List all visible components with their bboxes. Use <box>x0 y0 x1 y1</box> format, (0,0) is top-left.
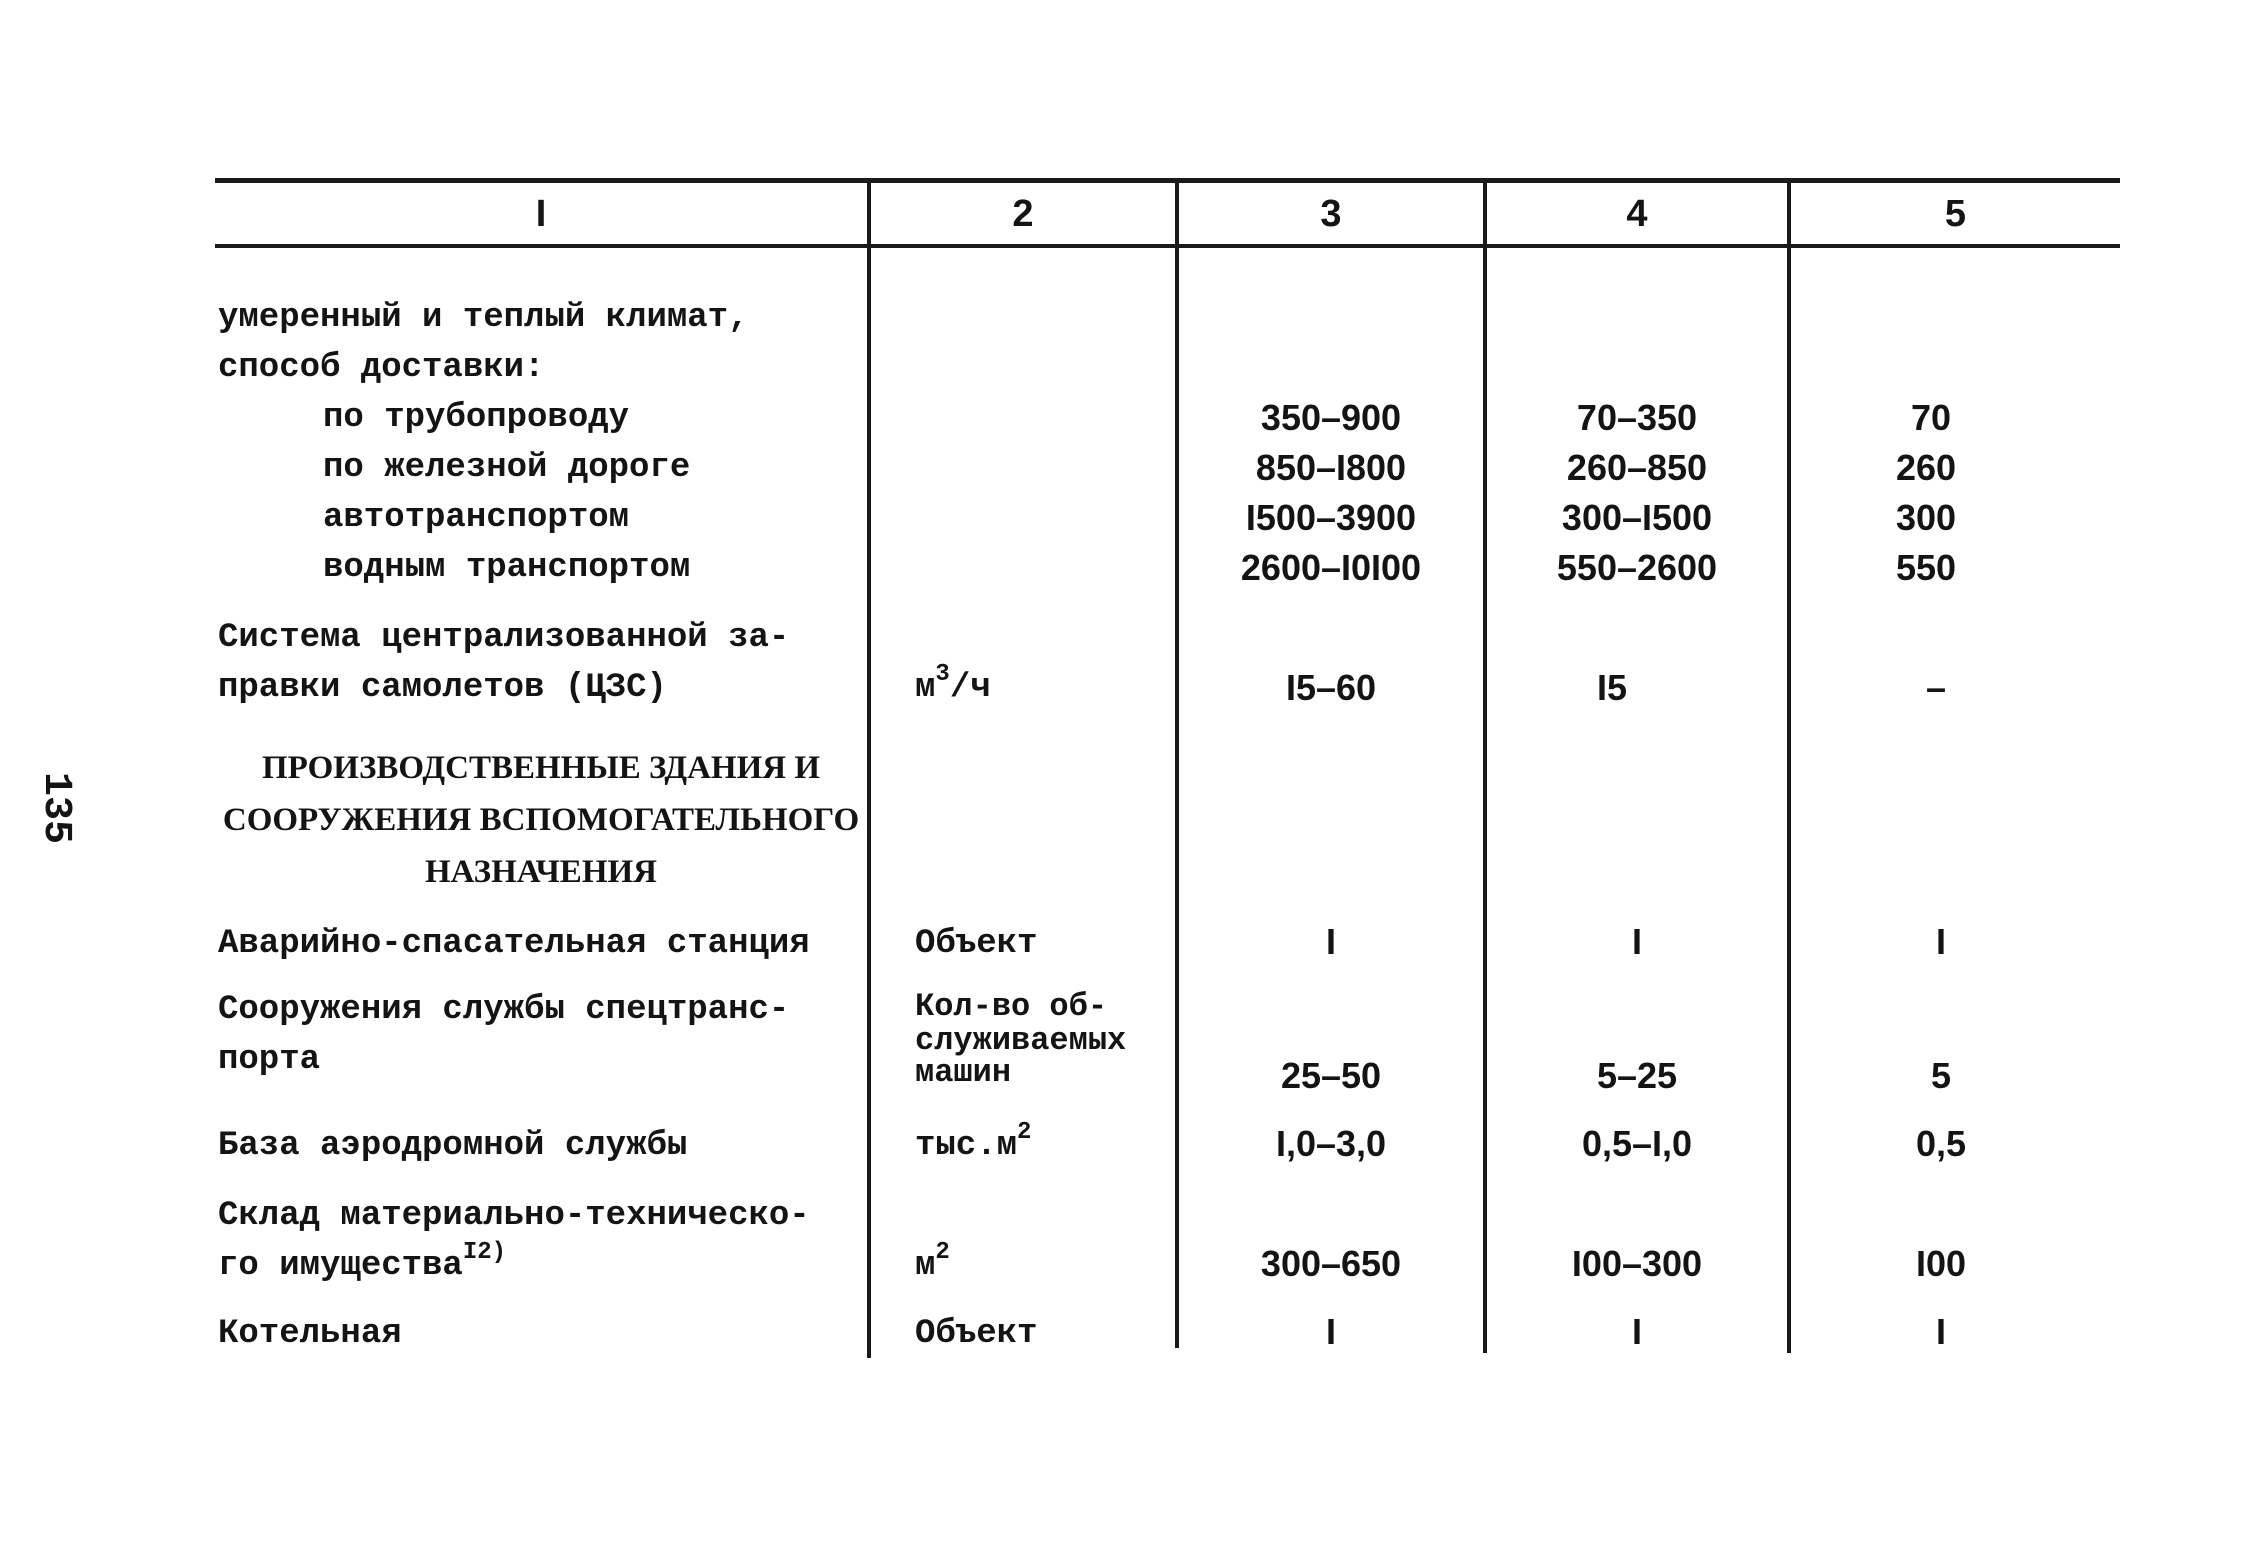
row-boiler-c3: I <box>1325 1311 1336 1352</box>
row-boiler-c5: I <box>1935 1311 1946 1352</box>
norms-table <box>215 178 2120 1363</box>
row-water-c4: 550–2600 <box>1556 547 1718 588</box>
row-rescue-label: Аварийно-спасательная станция <box>218 925 810 963</box>
row-railway-c3: 850–I800 <box>1255 447 1407 488</box>
row-transport-label-2: порта <box>218 1041 321 1079</box>
row-water-c5: 550 <box>1895 547 1957 588</box>
row-transport-c3: 25–50 <box>1280 1055 1382 1096</box>
header-col-4: 4 <box>1626 193 1648 235</box>
section-heading-line-2: СООРУЖЕНИЯ ВСПОМОГАТЕЛЬНОГО <box>222 802 860 838</box>
column-divider-4 <box>1787 178 1791 1353</box>
section-heading-line-1: ПРОИЗВОДСТВЕННЫЕ ЗДАНИЯ И <box>261 750 821 786</box>
row-warehouse-label-1: Склад материально-техническо- <box>218 1197 810 1235</box>
table-top-rule <box>215 178 2120 183</box>
row-delivery-label: способ доставки: <box>218 349 545 387</box>
row-warehouse-c5: I00 <box>1915 1243 1967 1284</box>
row-railway-label: по железной дороге <box>323 449 691 487</box>
row-motor-c4: 300–I500 <box>1561 497 1713 538</box>
row-pipeline-label: по трубопроводу <box>323 399 630 437</box>
row-aerodrome-c3: I,0–3,0 <box>1275 1123 1387 1164</box>
row-aerodrome-unit: $тыс.м^2$ <box>915 1119 1032 1165</box>
row-cfs-unit: $м^3/ч$ <box>915 661 991 707</box>
row-motor-c5: 300 <box>1895 497 1957 538</box>
row-cfs-c4: I5 <box>1596 667 1628 708</box>
row-climate-label: умеренный и теплый климат, <box>218 299 749 337</box>
row-railway-c5: 260 <box>1895 447 1957 488</box>
row-rescue-c4: I <box>1631 921 1642 962</box>
page-number: 135 <box>33 772 78 845</box>
header-col-1: I <box>535 193 547 235</box>
column-divider-3 <box>1483 178 1487 1353</box>
header-col-5: 5 <box>1944 193 1967 235</box>
row-boiler-label: Котельная <box>218 1315 402 1353</box>
section-heading-line-3: НАЗНАЧЕНИЯ <box>425 854 657 890</box>
row-aerodrome-c4: 0,5–I,0 <box>1581 1123 1693 1164</box>
row-warehouse-c4: I00–300 <box>1571 1243 1703 1284</box>
row-cfs-label-1: Система централизованной за- <box>218 619 790 657</box>
row-transport-unit-3: машин <box>915 1054 1012 1091</box>
row-water-c3: 2600–I0I00 <box>1240 547 1422 588</box>
row-pipeline-c3: 350–900 <box>1260 397 1402 438</box>
row-water-label: водным транспортом <box>323 549 691 587</box>
row-motor-label: автотранспортом <box>323 499 630 537</box>
header-col-2: 2 <box>1012 193 1034 235</box>
row-aerodrome-c5: 0,5 <box>1915 1123 1967 1164</box>
row-motor-c3: I500–3900 <box>1245 497 1417 538</box>
row-transport-c5: 5 <box>1930 1055 1952 1096</box>
column-divider-1 <box>867 178 871 1358</box>
row-transport-unit-2: служиваемых <box>915 1022 1127 1059</box>
row-cfs-c3: I5–60 <box>1285 667 1377 708</box>
row-cfs-label-2: правки самолетов (ЦЗС) <box>218 669 667 707</box>
row-pipeline-c5: 70 <box>1910 397 1952 438</box>
row-railway-c4: 260–850 <box>1566 447 1708 488</box>
table-header-rule <box>215 244 2120 248</box>
row-transport-unit-1: Кол-во об- <box>915 988 1108 1025</box>
row-warehouse-label-2: го имущества$^{I2)}$ <box>218 1239 507 1285</box>
row-rescue-c3: I <box>1325 921 1336 962</box>
header-col-3: 3 <box>1320 193 1342 235</box>
row-warehouse-unit: $м^2$ <box>915 1239 950 1285</box>
column-divider-2 <box>1175 178 1179 1348</box>
row-cfs-c5: – <box>1925 667 1947 708</box>
row-rescue-unit: Объект <box>915 925 1038 963</box>
row-boiler-c4: I <box>1631 1311 1642 1352</box>
row-rescue-c5: I <box>1935 921 1946 962</box>
row-aerodrome-label: База аэродромной службы <box>218 1127 688 1165</box>
row-transport-label-1: Сооружения службы спецтранс- <box>218 991 790 1029</box>
row-warehouse-c3: 300–650 <box>1260 1243 1402 1284</box>
row-boiler-unit: Объект <box>915 1315 1038 1353</box>
row-pipeline-c4: 70–350 <box>1576 397 1698 438</box>
row-transport-c4: 5–25 <box>1596 1055 1678 1096</box>
